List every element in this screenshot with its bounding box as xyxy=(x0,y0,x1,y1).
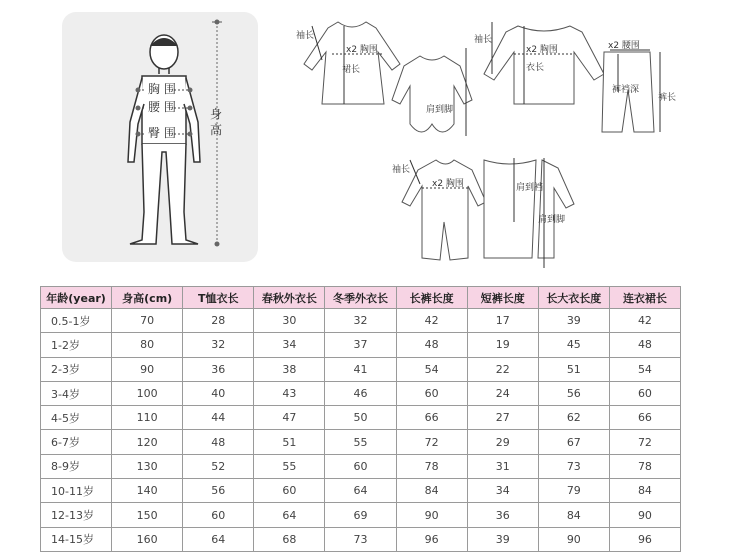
header-tshirt-length: T恤衣长 xyxy=(183,287,254,309)
table-cell: 41 xyxy=(325,357,396,381)
sleeve-label-a: 袖长 xyxy=(296,31,315,41)
garment-measurement-diagrams xyxy=(288,8,688,270)
table-cell: 90 xyxy=(112,357,183,381)
header-shorts-length: 短裤长度 xyxy=(467,287,538,309)
table-cell: 19 xyxy=(467,333,538,357)
table-cell: 52 xyxy=(183,454,254,478)
table-cell: 60 xyxy=(183,503,254,527)
table-cell: 34 xyxy=(467,479,538,503)
table-cell: 39 xyxy=(467,527,538,551)
hip-label: 臀 围 xyxy=(148,126,176,140)
table-cell: 43 xyxy=(254,381,325,405)
crotch-depth-label: 裤裆深 xyxy=(612,85,640,95)
child-figure-illustration xyxy=(62,12,258,262)
table-cell: 38 xyxy=(254,357,325,381)
table-cell: 84 xyxy=(396,479,467,503)
table-cell: 56 xyxy=(183,479,254,503)
table-cell: 150 xyxy=(112,503,183,527)
table-cell: 48 xyxy=(396,333,467,357)
table-cell: 60 xyxy=(254,479,325,503)
table-cell: 12-13岁 xyxy=(41,503,112,527)
waist-label-b: x2 腰围 xyxy=(608,41,640,51)
table-cell: 54 xyxy=(396,357,467,381)
table-cell: 68 xyxy=(254,527,325,551)
table-cell: 40 xyxy=(183,381,254,405)
table-row xyxy=(41,430,681,454)
table-cell: 90 xyxy=(538,527,609,551)
table-row xyxy=(41,503,681,527)
dress-length-label: 裙长 xyxy=(342,65,361,75)
table-cell: 45 xyxy=(538,333,609,357)
table-cell: 8-9岁 xyxy=(41,454,112,478)
table-cell: 39 xyxy=(538,309,609,333)
table-cell: 34 xyxy=(254,333,325,357)
table-cell: 69 xyxy=(325,503,396,527)
table-cell: 50 xyxy=(325,406,396,430)
table-row xyxy=(41,309,681,333)
table-cell: 84 xyxy=(538,503,609,527)
table-cell: 31 xyxy=(467,454,538,478)
table-cell: 67 xyxy=(538,430,609,454)
table-cell: 6-7岁 xyxy=(41,430,112,454)
table-body xyxy=(41,309,681,552)
shoulder-to-foot-label-c: 肩到脚 xyxy=(538,215,566,225)
table-cell: 36 xyxy=(183,357,254,381)
bodysuit-illustration xyxy=(392,56,472,132)
table-cell: 90 xyxy=(609,503,680,527)
table-cell: 78 xyxy=(396,454,467,478)
table-cell: 42 xyxy=(609,309,680,333)
table-cell: 78 xyxy=(609,454,680,478)
table-cell: 42 xyxy=(396,309,467,333)
table-cell: 48 xyxy=(609,333,680,357)
header-dress-length: 连衣裙长 xyxy=(609,287,680,309)
header-spring-coat-length: 春秋外衣长 xyxy=(254,287,325,309)
table-cell: 110 xyxy=(112,406,183,430)
sleeve-label-c: 袖长 xyxy=(392,165,411,175)
romper-back-illustration xyxy=(484,160,536,258)
table-cell: 32 xyxy=(183,333,254,357)
table-cell: 27 xyxy=(467,406,538,430)
table-cell: 36 xyxy=(467,503,538,527)
pants-length-label: 裤长 xyxy=(658,93,677,103)
shoulder-to-foot-label-a: 肩到脚 xyxy=(426,105,454,115)
table-cell: 37 xyxy=(325,333,396,357)
waist-label: 腰 围 xyxy=(148,100,176,114)
table-header-row xyxy=(41,287,681,309)
table-cell: 14-15岁 xyxy=(41,527,112,551)
table-cell: 0.5-1岁 xyxy=(41,309,112,333)
table-row xyxy=(41,527,681,551)
table-cell: 96 xyxy=(396,527,467,551)
header-overcoat-length: 长大衣长度 xyxy=(538,287,609,309)
table-cell: 62 xyxy=(538,406,609,430)
romper-side-illustration xyxy=(538,160,574,258)
table-row xyxy=(41,381,681,405)
table-cell: 3-4岁 xyxy=(41,381,112,405)
table-row xyxy=(41,333,681,357)
table-cell: 47 xyxy=(254,406,325,430)
table-cell: 96 xyxy=(609,527,680,551)
table-cell: 1-2岁 xyxy=(41,333,112,357)
body-measurement-panel xyxy=(62,12,258,262)
table-cell: 66 xyxy=(396,406,467,430)
coat-length-label: 衣长 xyxy=(526,63,545,73)
table-cell: 56 xyxy=(538,381,609,405)
table-cell: 60 xyxy=(609,381,680,405)
dress-illustration xyxy=(304,22,400,104)
table-cell: 51 xyxy=(538,357,609,381)
romper-front-illustration xyxy=(402,160,486,260)
table-cell: 140 xyxy=(112,479,183,503)
chest-label-b: x2 胸围 xyxy=(526,45,558,55)
header-age: 年龄(year) xyxy=(41,287,112,309)
table-cell: 64 xyxy=(325,479,396,503)
table-cell: 55 xyxy=(254,454,325,478)
table-cell: 64 xyxy=(183,527,254,551)
shoulder-to-crotch-label: 肩到裆 xyxy=(516,183,544,193)
table-cell: 4-5岁 xyxy=(41,406,112,430)
table-cell: 130 xyxy=(112,454,183,478)
table-cell: 79 xyxy=(538,479,609,503)
table-cell: 51 xyxy=(254,430,325,454)
table-cell: 72 xyxy=(609,430,680,454)
table-cell: 48 xyxy=(183,430,254,454)
table-cell: 54 xyxy=(609,357,680,381)
table-cell: 90 xyxy=(396,503,467,527)
table-cell: 72 xyxy=(396,430,467,454)
height-label-1: 身 xyxy=(210,107,223,121)
table-row xyxy=(41,479,681,503)
table-cell: 60 xyxy=(325,454,396,478)
chest-label-a: x2 胸围 xyxy=(346,45,378,55)
table-cell: 73 xyxy=(538,454,609,478)
table-cell: 28 xyxy=(183,309,254,333)
table-cell: 24 xyxy=(467,381,538,405)
table-cell: 30 xyxy=(254,309,325,333)
chest-label: 胸 围 xyxy=(148,82,176,96)
table-cell: 2-3岁 xyxy=(41,357,112,381)
table-cell: 44 xyxy=(183,406,254,430)
table-cell: 80 xyxy=(112,333,183,357)
header-height: 身高(cm) xyxy=(112,287,183,309)
header-pants-length: 长裤长度 xyxy=(396,287,467,309)
table-row xyxy=(41,357,681,381)
table-cell: 64 xyxy=(254,503,325,527)
table-cell: 55 xyxy=(325,430,396,454)
table-cell: 17 xyxy=(467,309,538,333)
size-chart-table xyxy=(40,286,681,552)
table-cell: 66 xyxy=(609,406,680,430)
table-cell: 29 xyxy=(467,430,538,454)
table-cell: 22 xyxy=(467,357,538,381)
table-cell: 73 xyxy=(325,527,396,551)
sleeve-label-b: 袖长 xyxy=(474,35,493,45)
chest-label-c: x2 胸围 xyxy=(432,179,464,189)
table-cell: 32 xyxy=(325,309,396,333)
table-cell: 120 xyxy=(112,430,183,454)
height-label-2: 高 xyxy=(210,123,223,137)
table-cell: 10-11岁 xyxy=(41,479,112,503)
header-winter-coat-length: 冬季外衣长 xyxy=(325,287,396,309)
table-cell: 46 xyxy=(325,381,396,405)
table-row xyxy=(41,454,681,478)
table-cell: 100 xyxy=(112,381,183,405)
table-cell: 60 xyxy=(396,381,467,405)
table-row xyxy=(41,406,681,430)
table-cell: 84 xyxy=(609,479,680,503)
table-cell: 70 xyxy=(112,309,183,333)
table-cell: 160 xyxy=(112,527,183,551)
